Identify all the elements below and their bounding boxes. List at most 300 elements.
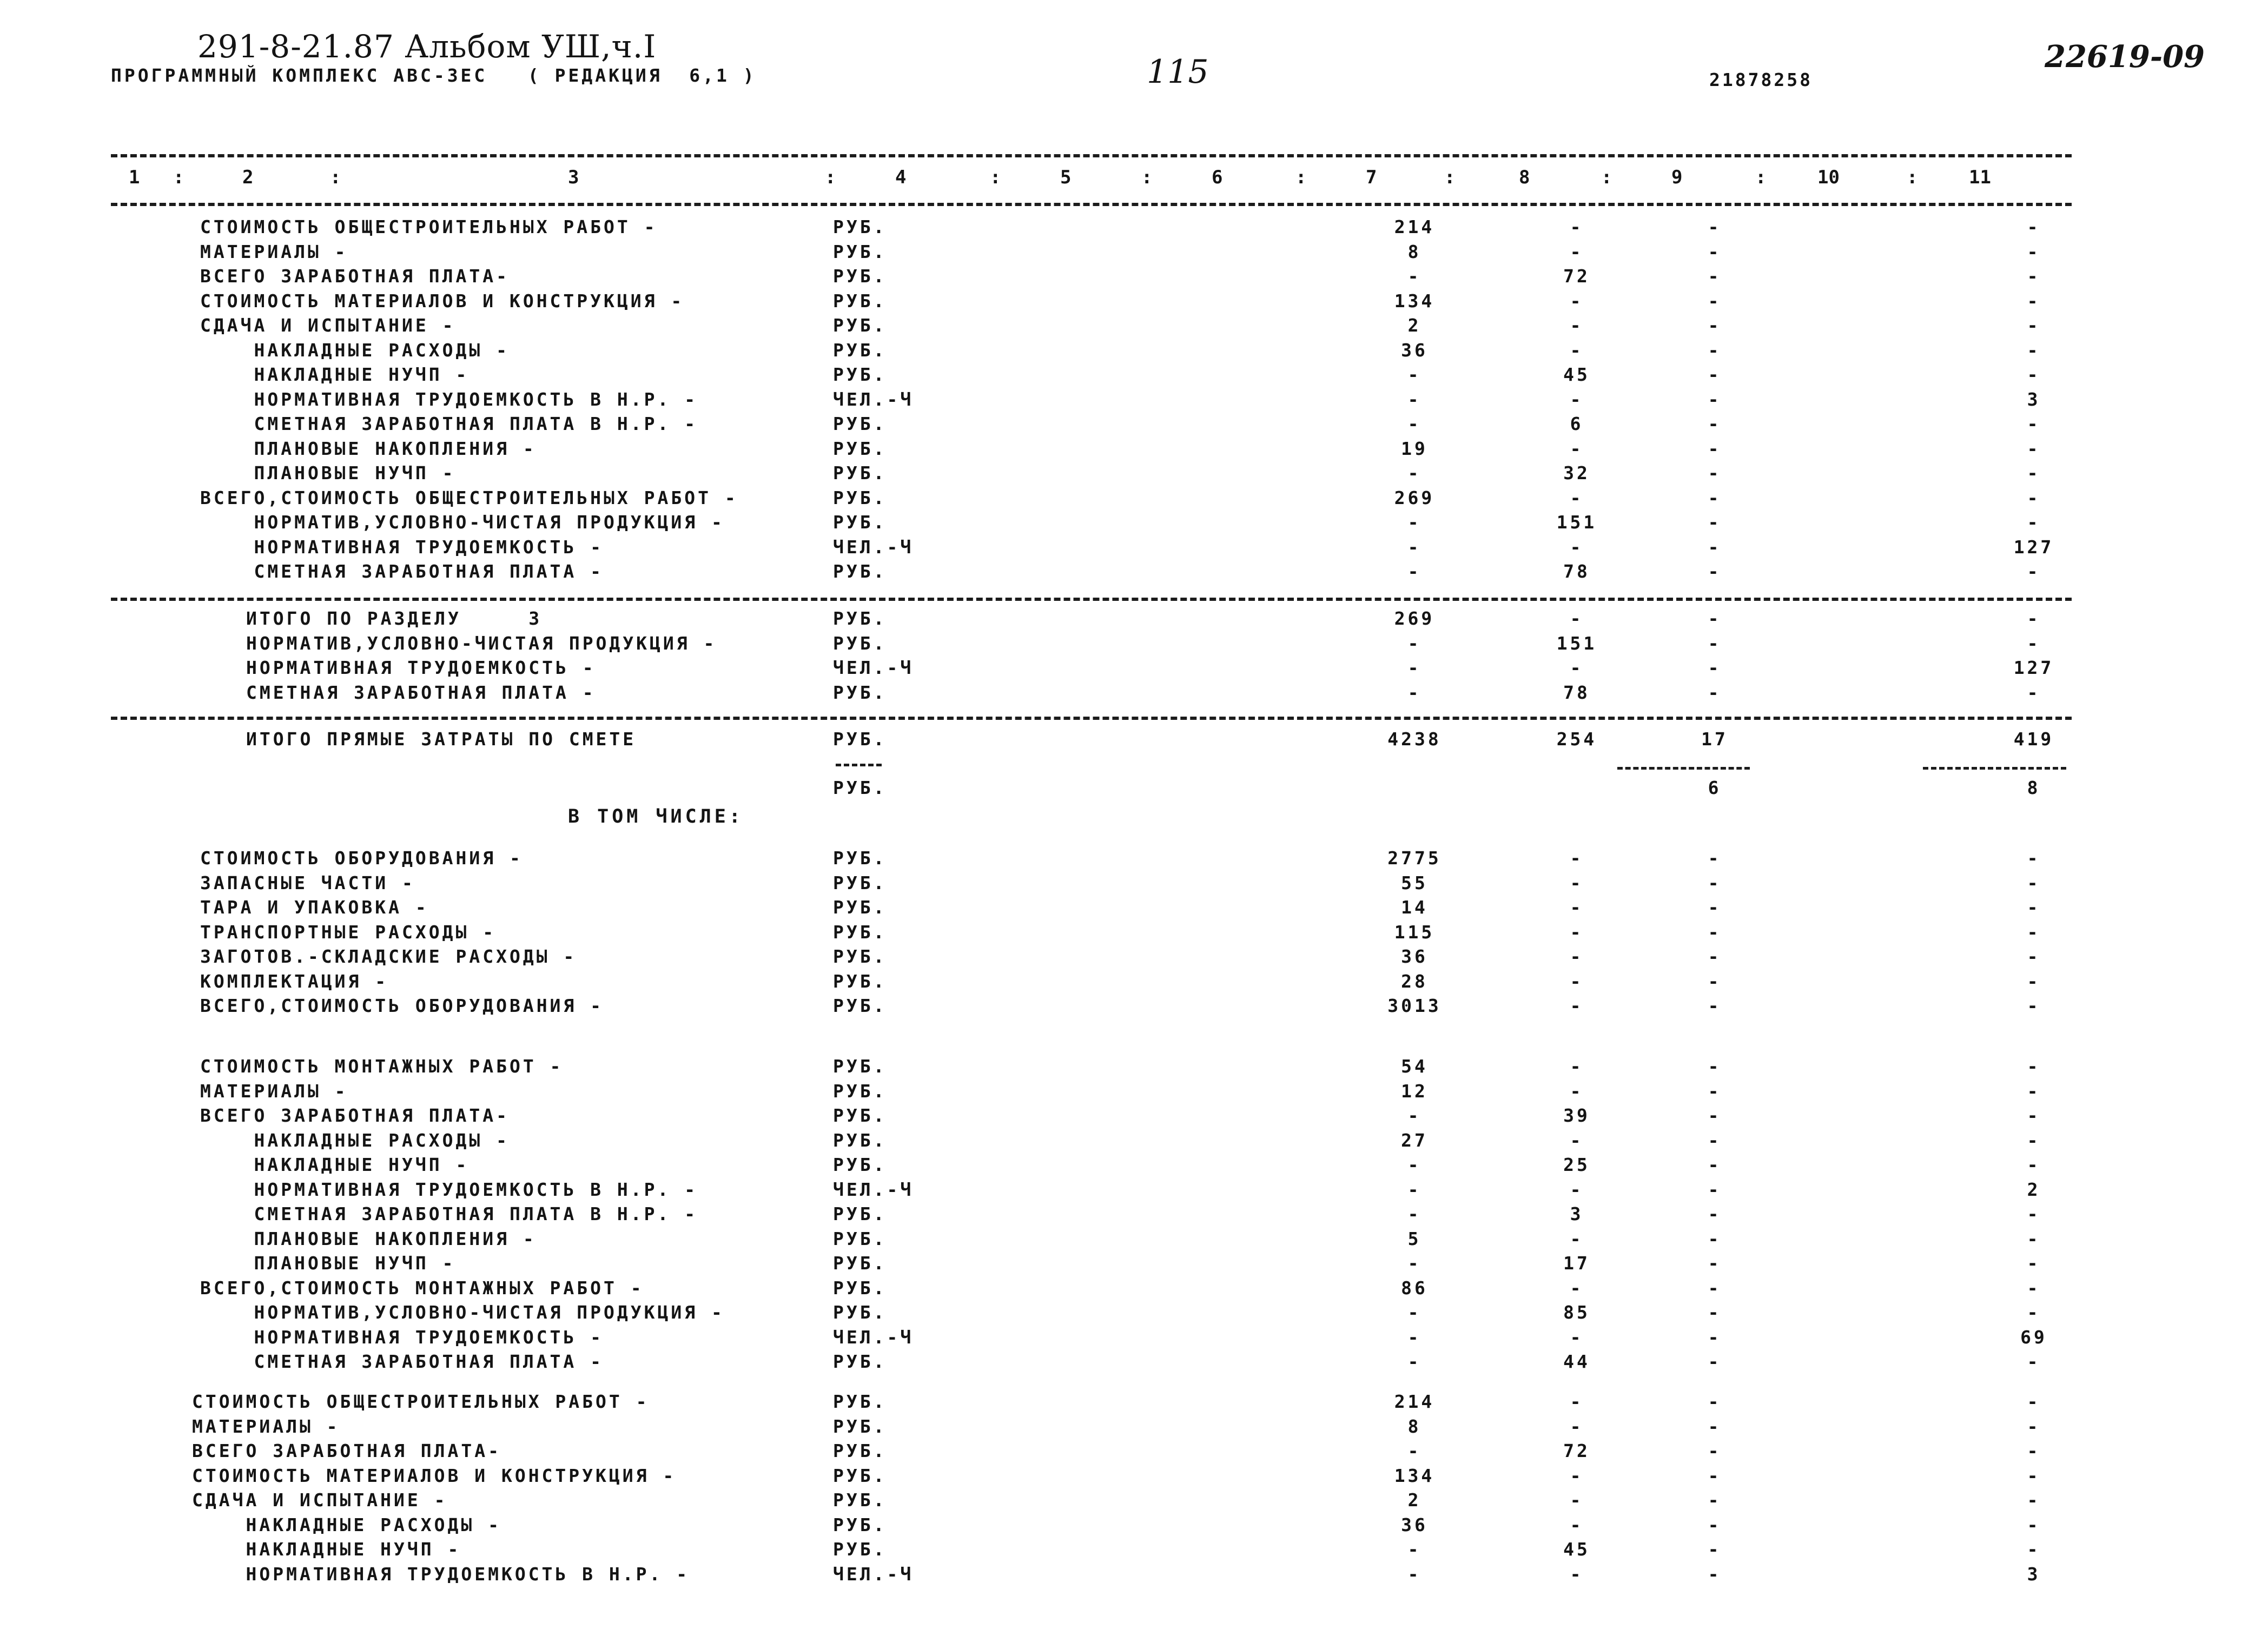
row-unit: РУБ.	[833, 216, 887, 237]
row-col7-value: 8	[1407, 1415, 1421, 1437]
row-col9-value: -	[1708, 266, 1722, 287]
table-row	[0, 289, 2268, 313]
row-col11-value: -	[2027, 995, 2041, 1016]
table-row	[0, 339, 2268, 362]
row-col7-value: 54	[1401, 1056, 1428, 1077]
row-label: ЗАПАСНЫЕ ЧАСТИ -	[200, 872, 415, 893]
row-col9-value: -	[1708, 608, 1722, 629]
row-col11-value: -	[2027, 847, 2041, 869]
row-label: ПЛАНОВЫЕ НАКОПЛЕНИЯ -	[200, 1228, 537, 1249]
row-col11-value: -	[2027, 946, 2041, 967]
row-col9-value: -	[1708, 1129, 1722, 1151]
row-col9-value: -	[1708, 561, 1722, 582]
row-label: МАТЕРИАЛЫ -	[200, 241, 348, 262]
direct-costs-col11: 419	[2013, 729, 2054, 750]
header-sep: :	[330, 167, 341, 188]
row-col8-value: -	[1570, 1465, 1584, 1486]
row-col7-value: -	[1407, 1253, 1421, 1274]
row-col9-value: -	[1708, 290, 1722, 312]
header-sep: :	[1755, 167, 1767, 188]
row-label: СМЕТНАЯ ЗАРАБОТНАЯ ПЛАТА -	[246, 681, 596, 703]
row-label: ВСЕГО,СТОИМОСТЬ ОБЩЕСТРОИТЕЛЬНЫХ РАБОТ -	[200, 487, 738, 508]
row-unit: ЧЕЛ.-Ч	[833, 1178, 914, 1200]
row-unit: РУБ.	[833, 1056, 887, 1077]
row-col7-value: -	[1407, 512, 1421, 533]
row-unit: РУБ.	[833, 1514, 887, 1535]
row-col11-value: 127	[2013, 536, 2054, 558]
row-label: СДАЧА И ИСПЫТАНИЕ -	[192, 1489, 448, 1511]
col-5-header: 5	[1060, 167, 1072, 188]
row-col9-value: -	[1708, 216, 1722, 237]
row-unit: РУБ.	[833, 512, 887, 533]
unit-underline	[836, 764, 882, 766]
row-col7-value: 134	[1394, 290, 1435, 312]
row-unit: РУБ.	[833, 608, 887, 629]
table-row	[0, 1326, 2268, 1349]
row-col11-value: -	[2027, 1080, 2041, 1102]
row-label: ПЛАНОВЫЕ НАКОПЛЕНИЯ -	[200, 438, 537, 459]
header-sep: :	[1295, 167, 1307, 188]
row-col7-value: -	[1407, 1154, 1421, 1175]
row-unit: РУБ.	[833, 1539, 887, 1560]
row-col7-value: 269	[1394, 608, 1435, 629]
row-col7-value: 3013	[1387, 995, 1442, 1016]
row-col9-value: -	[1708, 462, 1722, 484]
row-col8-value: -	[1570, 995, 1584, 1016]
row-col8-value: 78	[1563, 681, 1590, 703]
row-col7-value: 28	[1401, 970, 1428, 992]
row-unit: РУБ.	[833, 632, 887, 654]
row-label: ПЛАНОВЫЕ НУЧП -	[200, 462, 456, 484]
table-row	[0, 1488, 2268, 1512]
album-reference: 291-8-21.87 Альбом УШ,ч.I	[197, 28, 657, 65]
row-label: ВСЕГО ЗАРАБОТНАЯ ПЛАТА-	[200, 266, 510, 287]
row-col8-value: -	[1570, 536, 1584, 558]
row-label: МАТЕРИАЛЫ -	[200, 1080, 348, 1102]
table-row	[0, 945, 2268, 969]
table-row	[0, 1080, 2268, 1103]
row-label: НАКЛАДНЫЕ РАСХОДЫ -	[200, 339, 510, 361]
row-label: СТОИМОСТЬ ОБОРУДОВАНИЯ -	[200, 847, 523, 869]
row-col11-value: 2	[2027, 1178, 2041, 1200]
row-col7-value: -	[1407, 1440, 1421, 1461]
row-col11-value: 127	[2013, 657, 2054, 678]
row-col8-value: 78	[1563, 561, 1590, 582]
row-col9-value: -	[1708, 241, 1722, 262]
including-heading: В ТОМ ЧИСЛЕ:	[568, 806, 744, 827]
table-row	[0, 632, 2268, 655]
row-unit: РУБ.	[833, 1105, 887, 1126]
row-col11-value: -	[2027, 216, 2041, 237]
row-col8-value: -	[1570, 847, 1584, 869]
row-label: СМЕТНАЯ ЗАРАБОТНАЯ ПЛАТА В Н.Р. -	[200, 1203, 698, 1224]
table-row	[0, 681, 2268, 705]
table-row	[0, 921, 2268, 944]
row-label: ВСЕГО ЗАРАБОТНАЯ ПЛАТА-	[192, 1440, 501, 1461]
row-col11-value: -	[2027, 1228, 2041, 1249]
row-col9-value: -	[1708, 536, 1722, 558]
row-col11-value: -	[2027, 1129, 2041, 1151]
table-row	[0, 1415, 2268, 1439]
table-row	[0, 871, 2268, 895]
row-unit: РУБ.	[833, 1277, 887, 1299]
row-label: НОРМАТИВ,УСЛОВНО-ЧИСТАЯ ПРОДУКЦИЯ -	[200, 1302, 725, 1323]
row-unit: РУБ.	[833, 315, 887, 336]
row-col8-value: -	[1570, 1514, 1584, 1535]
row-col8-value: 85	[1563, 1302, 1590, 1323]
header-sep: :	[1444, 167, 1456, 188]
row-col7-value: 269	[1394, 487, 1435, 508]
row-unit: РУБ.	[833, 681, 887, 703]
row-col7-value: -	[1407, 1539, 1421, 1560]
direct-costs-col8: 254	[1556, 729, 1597, 750]
total-rule	[111, 717, 2072, 720]
row-col8-value: 32	[1563, 462, 1590, 484]
row-unit: РУБ.	[833, 487, 887, 508]
row-col7-value: 86	[1401, 1277, 1428, 1299]
row-col8-value: -	[1570, 946, 1584, 967]
direct-costs-unit: РУБ.	[833, 729, 887, 750]
row-col9-value: -	[1708, 995, 1722, 1016]
row-col7-value: -	[1407, 266, 1421, 287]
row-label: ИТОГО ПО РАЗДЕЛУ 3	[246, 608, 543, 629]
table-row	[0, 1153, 2268, 1177]
table-row	[0, 607, 2268, 631]
row-col9-value: -	[1708, 1351, 1722, 1372]
row-col11-value: -	[2027, 512, 2041, 533]
row-col7-value: -	[1407, 413, 1421, 434]
row-label: НОРМАТИВНАЯ ТРУДОЕМКОСТЬ -	[200, 1326, 604, 1348]
table-row	[0, 727, 2268, 751]
row-col9-value: -	[1708, 1080, 1722, 1102]
direct-costs-col9: 17	[1701, 729, 1728, 750]
table-row	[0, 1562, 2268, 1586]
row-label: НОРМАТИВ,УСЛОВНО-ЧИСТАЯ ПРОДУКЦИЯ -	[246, 632, 717, 654]
row-col7-value: -	[1407, 1351, 1421, 1372]
table-row	[0, 1464, 2268, 1488]
row-col7-value: -	[1407, 1203, 1421, 1224]
row-unit: РУБ.	[833, 1228, 887, 1249]
row-col8-value: 45	[1563, 1539, 1590, 1560]
row-col9-value: -	[1708, 512, 1722, 533]
row-col7-value: 5	[1407, 1228, 1421, 1249]
row-col9-value: -	[1708, 1391, 1722, 1412]
table-row	[0, 1350, 2268, 1374]
col-1-header: 1	[129, 167, 140, 188]
row-label: НОРМАТИВНАЯ ТРУДОЕМКОСТЬ В Н.Р. -	[192, 1563, 690, 1585]
row-col8-value: -	[1570, 438, 1584, 459]
col-11-header: 11	[1969, 167, 1991, 188]
page-number: 115	[1147, 53, 1209, 91]
row-col11-value: -	[2027, 1415, 2041, 1437]
header-sep: :	[173, 167, 184, 188]
row-col8-value: -	[1570, 388, 1584, 410]
row-col9-value: -	[1708, 1326, 1722, 1348]
direct-costs-col9-sub: 6	[1708, 777, 1722, 798]
row-col8-value: -	[1570, 216, 1584, 237]
row-col8-value: -	[1570, 487, 1584, 508]
table-row	[0, 1276, 2268, 1300]
col11-underline	[1923, 767, 2066, 770]
table-row	[0, 412, 2268, 436]
row-label: НАКЛАДНЫЕ РАСХОДЫ -	[200, 1129, 510, 1151]
row-col8-value: -	[1570, 290, 1584, 312]
row-col11-value: -	[2027, 413, 2041, 434]
row-col8-value: 3	[1570, 1203, 1584, 1224]
row-col8-value: -	[1570, 1228, 1584, 1249]
row-unit: РУБ.	[833, 847, 887, 869]
table-row	[0, 1104, 2268, 1128]
row-col8-value: 6	[1570, 413, 1584, 434]
row-col11-value: -	[2027, 290, 2041, 312]
header-sep: :	[1601, 167, 1612, 188]
table-row	[0, 776, 2268, 800]
row-col7-value: -	[1407, 1326, 1421, 1348]
row-col7-value: -	[1407, 681, 1421, 703]
row-col7-value: -	[1407, 657, 1421, 678]
row-col8-value: -	[1570, 1563, 1584, 1585]
table-row	[0, 240, 2268, 264]
row-col11-value: -	[2027, 1440, 2041, 1461]
row-col8-value: -	[1570, 1326, 1584, 1348]
header-sep: :	[990, 167, 1001, 188]
row-col11-value: -	[2027, 1105, 2041, 1126]
table-row	[0, 994, 2268, 1018]
row-col11-value: 69	[2020, 1326, 2047, 1348]
row-label: ТАРА И УПАКОВКА -	[200, 897, 429, 918]
row-col11-value: -	[2027, 1539, 2041, 1560]
row-unit: РУБ.	[833, 1440, 887, 1461]
row-col9-value: -	[1708, 1105, 1722, 1126]
row-col9-value: -	[1708, 1563, 1722, 1585]
row-col11-value: -	[2027, 561, 2041, 582]
row-col11-value: -	[2027, 364, 2041, 385]
row-label: СТОИМОСТЬ ОБЩЕСТРОИТЕЛЬНЫХ РАБОТ -	[200, 216, 658, 237]
row-unit: ЧЕЛ.-Ч	[833, 1563, 914, 1585]
table-row	[0, 1439, 2268, 1463]
direct-costs-label: ИТОГО ПРЯМЫЕ ЗАТРАТЫ ПО СМЕТЕ	[246, 729, 637, 750]
row-col11-value: -	[2027, 872, 2041, 893]
row-col9-value: -	[1708, 1489, 1722, 1511]
row-col7-value: 19	[1401, 438, 1428, 459]
row-label: НОРМАТИВНАЯ ТРУДОЕМКОСТЬ -	[246, 657, 596, 678]
row-col9-value: -	[1708, 1154, 1722, 1175]
col-8-header: 8	[1519, 167, 1530, 188]
row-unit: РУБ.	[833, 1129, 887, 1151]
row-col9-value: -	[1708, 681, 1722, 703]
header-rule-top	[111, 154, 2072, 157]
row-label: СМЕТНАЯ ЗАРАБОТНАЯ ПЛАТА В Н.Р. -	[200, 413, 698, 434]
row-col9-value: -	[1708, 897, 1722, 918]
row-col9-value: -	[1708, 657, 1722, 678]
col-3-header: 3	[568, 167, 579, 188]
row-col9-value: -	[1708, 921, 1722, 943]
row-unit: РУБ.	[833, 1203, 887, 1224]
row-col8-value: 45	[1563, 364, 1590, 385]
row-col8-value: -	[1570, 1080, 1584, 1102]
row-col7-value: 8	[1407, 241, 1421, 262]
row-col7-value: -	[1407, 1105, 1421, 1126]
row-col11-value: 3	[2027, 388, 2041, 410]
row-col9-value: -	[1708, 388, 1722, 410]
table-row	[0, 1390, 2268, 1414]
row-col9-value: -	[1708, 364, 1722, 385]
row-col8-value: -	[1570, 1277, 1584, 1299]
row-label: ВСЕГО,СТОИМОСТЬ ОБОРУДОВАНИЯ -	[200, 995, 604, 1016]
table-row	[0, 437, 2268, 461]
row-col7-value: 2	[1407, 315, 1421, 336]
table-row	[0, 486, 2268, 510]
row-col8-value: -	[1570, 921, 1584, 943]
row-col7-value: 27	[1401, 1129, 1428, 1151]
table-row	[0, 656, 2268, 680]
document-code: 21878258	[1709, 69, 1813, 90]
row-col9-value: -	[1708, 632, 1722, 654]
row-label: НОРМАТИВНАЯ ТРУДОЕМКОСТЬ -	[200, 536, 604, 558]
row-col11-value: -	[2027, 438, 2041, 459]
row-col11-value: -	[2027, 921, 2041, 943]
row-col9-value: -	[1708, 1277, 1722, 1299]
row-col7-value: -	[1407, 1302, 1421, 1323]
row-col9-value: -	[1708, 413, 1722, 434]
row-col9-value: -	[1708, 1539, 1722, 1560]
row-col8-value: -	[1570, 241, 1584, 262]
row-col8-value: 25	[1563, 1154, 1590, 1175]
direct-costs-unit-2: РУБ.	[833, 777, 887, 798]
row-label: СМЕТНАЯ ЗАРАБОТНАЯ ПЛАТА -	[200, 1351, 604, 1372]
program-title: ПРОГРАММНЫЙ КОМПЛЕКС АВС-3ЕС ( РЕДАКЦИЯ 6,1 )	[111, 65, 757, 86]
row-unit: РУБ.	[833, 1465, 887, 1486]
row-label: СМЕТНАЯ ЗАРАБОТНАЯ ПЛАТА -	[200, 561, 604, 582]
row-col8-value: 72	[1563, 266, 1590, 287]
col-6-header: 6	[1212, 167, 1223, 188]
row-col7-value: 14	[1401, 897, 1428, 918]
table-row	[0, 461, 2268, 485]
direct-costs-col7: 4238	[1387, 729, 1442, 750]
col-2-header: 2	[242, 167, 254, 188]
row-unit: РУБ.	[833, 1391, 887, 1412]
table-row	[0, 535, 2268, 559]
row-col7-value: 134	[1394, 1465, 1435, 1486]
row-col9-value: -	[1708, 1440, 1722, 1461]
row-unit: РУБ.	[833, 266, 887, 287]
row-label: ТРАНСПОРТНЫЕ РАСХОДЫ -	[200, 921, 497, 943]
header-sep: :	[1141, 167, 1153, 188]
row-unit: РУБ.	[833, 1253, 887, 1274]
row-col8-value: 72	[1563, 1440, 1590, 1461]
row-col11-value: -	[2027, 608, 2041, 629]
row-unit: РУБ.	[833, 1302, 887, 1323]
row-unit: РУБ.	[833, 339, 887, 361]
row-col7-value: 214	[1394, 216, 1435, 237]
row-unit: ЧЕЛ.-Ч	[833, 536, 914, 558]
row-col9-value: -	[1708, 1228, 1722, 1249]
table-row	[0, 1178, 2268, 1202]
row-col9-value: -	[1708, 847, 1722, 869]
row-col11-value: -	[2027, 1154, 2041, 1175]
table-row	[0, 1513, 2268, 1537]
row-label: СТОИМОСТЬ МАТЕРИАЛОВ И КОНСТРУКЦИЯ -	[200, 290, 685, 312]
row-label: СТОИМОСТЬ МОНТАЖНЫХ РАБОТ -	[200, 1056, 564, 1077]
row-col11-value: -	[2027, 241, 2041, 262]
row-col7-value: 36	[1401, 339, 1428, 361]
row-col8-value: 151	[1556, 512, 1597, 533]
row-col9-value: -	[1708, 872, 1722, 893]
row-col8-value: -	[1570, 1415, 1584, 1437]
row-col11-value: -	[2027, 1351, 2041, 1372]
table-row	[0, 363, 2268, 387]
row-col9-value: -	[1708, 970, 1722, 992]
row-col7-value: -	[1407, 364, 1421, 385]
row-unit: ЧЕЛ.-Ч	[833, 388, 914, 410]
row-col7-value: 12	[1401, 1080, 1428, 1102]
row-label: НАКЛАДНЫЕ НУЧП -	[200, 364, 470, 385]
col-7-header: 7	[1366, 167, 1377, 188]
table-row	[0, 388, 2268, 412]
col-10-header: 10	[1817, 167, 1840, 188]
row-col8-value: -	[1570, 1178, 1584, 1200]
row-unit: РУБ.	[833, 995, 887, 1016]
row-col9-value: -	[1708, 1465, 1722, 1486]
table-row	[0, 1202, 2268, 1226]
table-row	[0, 1227, 2268, 1251]
row-label: НАКЛАДНЫЕ НУЧП -	[200, 1154, 470, 1175]
row-label: ЗАГОТОВ.-СКЛАДСКИЕ РАСХОДЫ -	[200, 946, 577, 967]
row-col7-value: 2775	[1387, 847, 1442, 869]
row-unit: РУБ.	[833, 1154, 887, 1175]
row-col8-value: -	[1570, 657, 1584, 678]
row-unit: РУБ.	[833, 290, 887, 312]
table-row	[0, 846, 2268, 870]
row-unit: РУБ.	[833, 921, 887, 943]
row-label: ПЛАНОВЫЕ НУЧП -	[200, 1253, 456, 1274]
row-col11-value: -	[2027, 1465, 2041, 1486]
row-unit: РУБ.	[833, 1489, 887, 1511]
row-col11-value: -	[2027, 1056, 2041, 1077]
row-label: МАТЕРИАЛЫ -	[192, 1415, 340, 1437]
table-row	[0, 314, 2268, 337]
row-col11-value: -	[2027, 266, 2041, 287]
row-col9-value: -	[1708, 315, 1722, 336]
row-col7-value: -	[1407, 561, 1421, 582]
row-label: НОРМАТИВНАЯ ТРУДОЕМКОСТЬ В Н.Р. -	[200, 1178, 698, 1200]
row-col7-value: -	[1407, 1563, 1421, 1585]
row-col11-value: -	[2027, 1489, 2041, 1511]
row-col11-value: -	[2027, 1514, 2041, 1535]
row-col11-value: 3	[2027, 1563, 2041, 1585]
row-col11-value: -	[2027, 897, 2041, 918]
header-sep: :	[1907, 167, 1918, 188]
row-col8-value: -	[1570, 970, 1584, 992]
row-label: СДАЧА И ИСПЫТАНИЕ -	[200, 315, 456, 336]
direct-costs-col11-sub: 8	[2027, 777, 2041, 798]
table-row	[0, 511, 2268, 534]
header-sep: :	[825, 167, 836, 188]
row-unit: ЧЕЛ.-Ч	[833, 657, 914, 678]
row-col9-value: -	[1708, 339, 1722, 361]
row-col11-value: -	[2027, 681, 2041, 703]
row-col11-value: -	[2027, 339, 2041, 361]
row-col9-value: -	[1708, 1203, 1722, 1224]
table-row	[0, 1055, 2268, 1078]
row-col8-value: 44	[1563, 1351, 1590, 1372]
row-col7-value: -	[1407, 388, 1421, 410]
row-col7-value: -	[1407, 632, 1421, 654]
table-row	[0, 1301, 2268, 1325]
row-col11-value: -	[2027, 1253, 2041, 1274]
row-col9-value: -	[1708, 1056, 1722, 1077]
row-col11-value: -	[2027, 1302, 2041, 1323]
